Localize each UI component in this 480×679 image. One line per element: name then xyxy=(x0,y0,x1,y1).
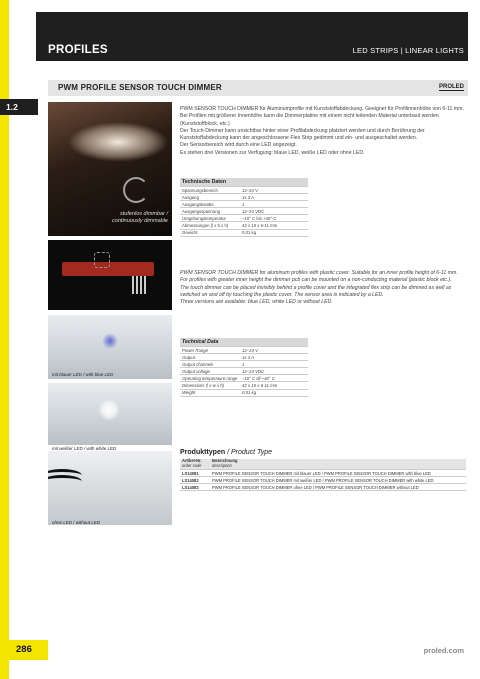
table-row: Power Range 12–24 V xyxy=(180,347,308,354)
blue-led-photo xyxy=(48,315,172,379)
table-row: Ausgang 1x 3 A xyxy=(180,194,308,201)
product-types-heading: Produkttypen / Product Type xyxy=(180,449,273,456)
no-led-photo xyxy=(48,451,172,525)
table-row: Umgebungstemperatur –10° C bis +40° C xyxy=(180,215,308,222)
dimmer-dial-icon xyxy=(123,177,149,203)
white-led-photo xyxy=(48,383,172,445)
blue-led-glow xyxy=(102,333,118,349)
table-row: Spannungsbereich 12–24 V xyxy=(180,187,308,194)
table-row: Weight 0,01 kg xyxy=(180,389,308,396)
table-row: Dimensions (l x w x h) 42 x 10 x 6-11 mm xyxy=(180,382,308,389)
table-row: LS14083 PWM PROFILE SENSOR TOUCH DIMMER ohne LED / PWM PROFILE SENSOR TOUCH DIMMER without LED xyxy=(180,484,466,491)
dial-caption: stufenlos dimmbar / continuously dimmable xyxy=(112,211,168,225)
table-row: LS14081 PWM PROFILE SENSOR TOUCH DIMMER mit blauer LED / PWM PROFILE SENSOR TOUCH DIMMER with blue LED xyxy=(180,470,466,477)
table-row: Ausgangsspannung 12–24 VDC xyxy=(180,208,308,215)
description-en: PWM SENSOR TOUCH DIMMER for aluminum profiles with plastic cover. Suitable for an inner profile height of 6-11 mm. For profiles with greater inner height the dimmer pcb can be mounted on a non-conducting material (plastic block etc.). The touch dimmer can be placed invisibly behind a profile cover and the integrated flex strip can be dimmed as well as switched on and off by touching the plastic cover. The sensor area is indicated by a LED. Three versions are available: blue LED, white LED or without LED. xyxy=(180,270,458,306)
table-header: Artikel-Nr. order code Bezeichnung description xyxy=(180,459,466,470)
white-led-caption: mit weißer LED / with white LED xyxy=(52,446,117,451)
page-number: 286 xyxy=(0,640,48,660)
table-row: Gewicht 0,01 kg xyxy=(180,229,308,236)
spring-contact xyxy=(94,252,110,268)
table-row: Ausgangskanäle 1 xyxy=(180,201,308,208)
table-row: Output voltage 12–24 VDC xyxy=(180,368,308,375)
description-de: PWM SENSOR TOUCH DIMMER für Aluminumprofile mit Kunststoffabdeckung. Geeignet für Profilinnenhöhe von 6-11 mm. Bei Profilen mit größerer Innenhöhe kann die Dimmerplatine mit einem nicht leitenden Material unterbaut werden (Kunststoffblock, etc.) Der Touch-Dimmer kann unsichtbar hinter einer Profilabdeckung platziert werden und durch Berührung der Kunststoffabdeckung kann der angeschlossene Flex Strip gedimmt und ein- und ausgeschaltet werden. Der Sensorbereich wird durch eine LED angezeigt. Es stehen drei Versionen zur Verfügung: blaue LED, weiße LED oder ohne LED. xyxy=(180,106,464,156)
cable xyxy=(48,475,82,488)
light-glow xyxy=(68,122,168,162)
connector-pins xyxy=(132,276,146,294)
table-title: Technische Daten xyxy=(180,178,308,187)
tech-table-en xyxy=(180,338,308,397)
blue-led-caption: mit blauer LED / with blue LED xyxy=(52,372,114,377)
no-led-caption: ohne LED / without LED xyxy=(52,520,101,525)
white-led-glow xyxy=(98,399,120,421)
table-row: Output 1x 3 A xyxy=(180,354,308,361)
table-row: Operating temperature range –10° C till +40° C xyxy=(180,375,308,382)
footer-url[interactable]: proled.com xyxy=(423,646,464,655)
page-title: PROFILES xyxy=(48,44,108,56)
table-row: LS14082 PWM PROFILE SENSOR TOUCH DIMMER mit weißer LED / PWM PROFILE SENSOR TOUCH DIMMER with white LED xyxy=(180,477,466,484)
product-title: PWM PROFILE SENSOR TOUCH DIMMER xyxy=(58,83,222,92)
section-tab: 1.2 xyxy=(0,99,38,115)
pcb-photo xyxy=(48,240,172,310)
brand-logo: PROLED xyxy=(438,84,464,90)
product-table xyxy=(180,459,466,491)
category-label: LED STRIPS | LINEAR LIGHTS xyxy=(352,46,464,55)
table-row: Abmessungen (l x b x h) 42 x 10 x 6-11 mm xyxy=(180,222,308,229)
tech-table-de xyxy=(180,178,308,237)
table-title: Technical Data xyxy=(180,338,308,347)
table-row: Output channels 1 xyxy=(180,361,308,368)
